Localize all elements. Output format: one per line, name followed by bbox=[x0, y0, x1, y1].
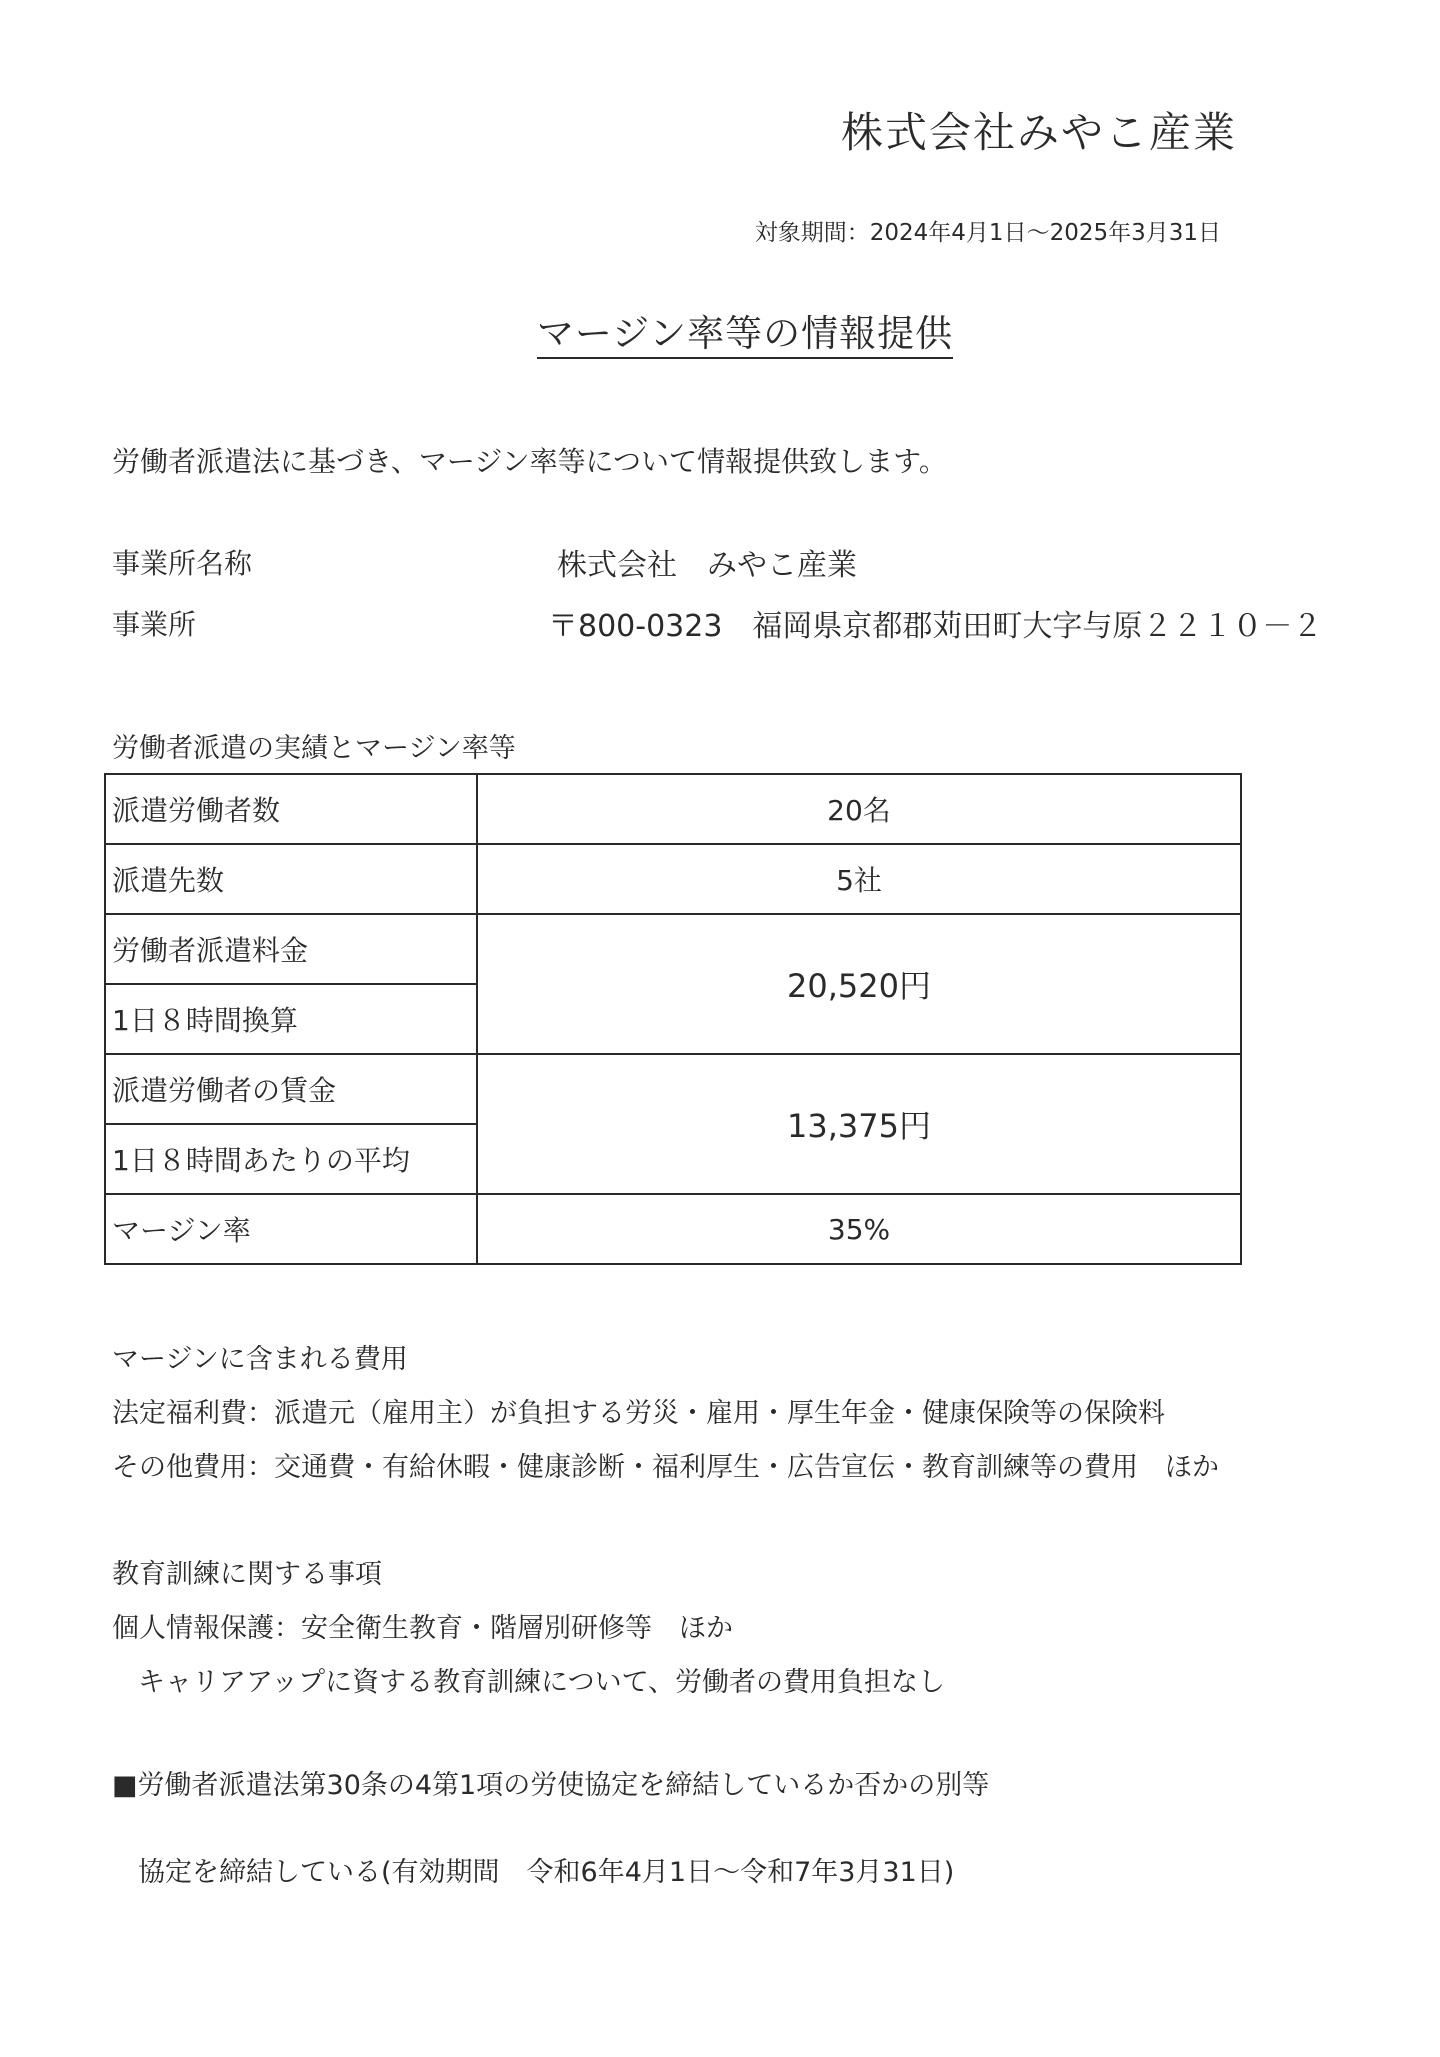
costs-line-other: その他費用：交通費・有給休暇・健康診断・福利厚生・広告宣伝・教育訓練等の費用 ほか bbox=[112, 1452, 1219, 1483]
table-row bbox=[105, 844, 1241, 914]
agreement-heading: ■労働者派遣法第30条の4第1項の労使協定を締結しているか否かの別等 bbox=[112, 1770, 990, 1801]
dispatch-fee-label: 労働者派遣料金 bbox=[105, 914, 477, 984]
table-row bbox=[105, 1054, 1241, 1124]
table-row bbox=[105, 1194, 1241, 1264]
table-row bbox=[105, 774, 1241, 844]
wage-sublabel: 1日８時間あたりの平均 bbox=[105, 1124, 477, 1194]
dispatch-fee-sublabel: 1日８時間換算 bbox=[105, 984, 477, 1054]
dispatched-workers-label: 派遣労働者数 bbox=[105, 774, 477, 844]
office-address-value: 〒800-0323 福岡県京都郡苅田町大字与原２２１０－２ bbox=[548, 609, 1323, 644]
costs-line-statutory: 法定福利費：派遣元（雇用主）が負担する労災・雇用・厚生年金・健康保険等の保険料 bbox=[112, 1398, 1165, 1429]
margin-rate-value: 35% bbox=[477, 1194, 1241, 1264]
table-row bbox=[105, 914, 1241, 984]
training-line-privacy: 個人情報保護：安全衛生教育・階層別研修等 ほか bbox=[112, 1613, 733, 1644]
office-name-value: 株式会社 みやこ産業 bbox=[557, 548, 857, 583]
document-title bbox=[0, 303, 1440, 357]
training-heading: 教育訓練に関する事項 bbox=[112, 1559, 382, 1590]
office-name-label: 事業所名称 bbox=[112, 547, 253, 580]
company-header: 株式会社みやこ産業 bbox=[840, 108, 1237, 157]
agreement-status: 協定を締結している(有効期間 令和6年4月1日～令和7年3月31日) bbox=[138, 1857, 955, 1888]
wage-label: 派遣労働者の賃金 bbox=[105, 1054, 477, 1124]
training-line-career: キャリアアップに資する教育訓練について、労働者の費用負担なし bbox=[138, 1667, 946, 1698]
wage-value: 13,375円 bbox=[477, 1054, 1241, 1194]
target-period: 対象期間：2024年4月1日～2025年3月31日 bbox=[754, 220, 1221, 246]
dispatch-fee-value: 20,520円 bbox=[477, 914, 1241, 1054]
client-count-label: 派遣先数 bbox=[105, 844, 477, 914]
document-title-text: マージン率等の情報提供 bbox=[537, 312, 953, 359]
office-address-label: 事業所 bbox=[112, 608, 197, 641]
dispatched-workers-value: 20名 bbox=[477, 774, 1241, 844]
client-count-value: 5社 bbox=[477, 844, 1241, 914]
margin-rate-table bbox=[104, 773, 1242, 1265]
table-caption: 労働者派遣の実績とマージン率等 bbox=[112, 733, 516, 764]
margin-rate-label: マージン率 bbox=[105, 1194, 477, 1264]
intro-text: 労働者派遣法に基づき、マージン率等について情報提供致します。 bbox=[112, 445, 947, 478]
costs-heading: マージンに含まれる費用 bbox=[112, 1344, 408, 1375]
